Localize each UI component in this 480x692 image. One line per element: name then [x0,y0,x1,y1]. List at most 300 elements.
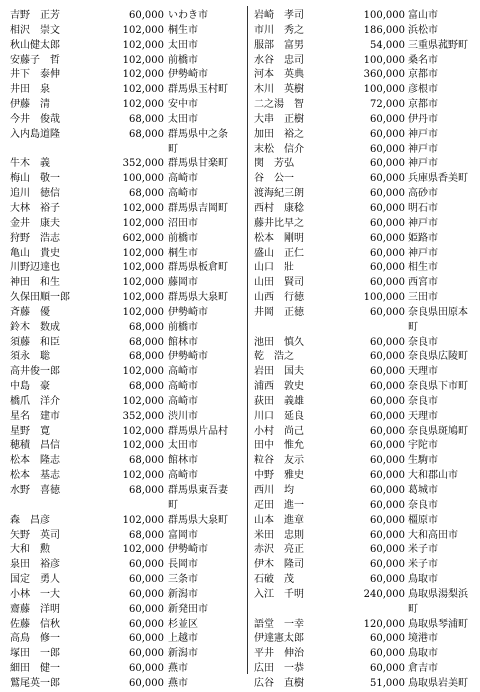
amount-value: 60,000 [370,425,405,437]
table-row [254,529,476,544]
place-name: いわき市 [168,10,208,21]
table-row [10,157,244,172]
amount-value: 60,000 [370,158,405,170]
table-row [254,380,476,395]
table-row [10,217,244,232]
place-name: 群馬県板倉町 [168,262,228,274]
place-name: 高崎市 [168,395,198,407]
table-row [10,187,244,202]
table-row [254,128,476,143]
amount-value: 100,000 [363,10,405,21]
amount-value: 68,000 [129,128,164,140]
place-name: 神戸市 [408,247,438,259]
amount-value: 102,000 [122,247,164,259]
table-row [10,247,244,262]
person-name: 今井 俊哉 [10,113,60,125]
amount-value: 68,000 [129,188,164,200]
amount-value: 60,000 [370,143,405,155]
place-name: 群馬県大泉町 [168,292,228,304]
place-name: 群馬県吉岡町 [168,202,228,214]
place-name: 前橋市 [168,54,198,66]
amount-value: 60,000 [370,173,405,185]
table-row [10,677,244,692]
table-row [254,603,476,618]
place-name: 新潟市 [168,588,198,600]
table-row [254,662,476,677]
person-name: 池田 慎久 [254,336,304,348]
person-name: 細田 健一 [10,663,60,675]
place-name: 町 [168,143,178,155]
place-name: 伊丹市 [408,113,438,125]
table-row [10,410,244,425]
person-name: 鷲尾英一郎 [10,677,60,689]
place-name: 藤岡市 [168,277,198,289]
person-name: 疋田 進一 [254,499,304,511]
table-row [10,232,244,247]
table-row [254,632,476,647]
amount-value: 60,000 [370,306,405,318]
table-row [254,484,476,499]
person-name: 語堂 一幸 [254,618,304,630]
amount-value: 60,000 [370,188,405,200]
place-name: 三田市 [408,292,438,304]
amount-value: 60,000 [370,395,405,407]
person-name: 関 芳弘 [254,158,294,170]
table-row [254,365,476,380]
place-name: 長岡市 [168,559,198,571]
place-name: 群馬県甘楽町 [168,158,228,170]
person-name: 須藤 和臣 [10,336,60,348]
place-name: 奈良県斑鳩町 [408,425,468,437]
place-name: 上越市 [168,633,198,645]
amount-value: 102,000 [122,425,164,437]
person-name: 矢野 英司 [10,529,60,541]
place-name: 京都市 [408,69,438,81]
place-name: 桑名市 [408,54,438,66]
person-name: 狩野 浩志 [10,232,60,244]
place-name: 浜松市 [408,24,438,36]
amount-value: 60,000 [370,381,405,393]
table-row [10,143,244,158]
amount-value: 102,000 [122,366,164,378]
table-row [254,306,476,321]
place-name: 群馬県大泉町 [168,514,228,526]
table-row [254,113,476,128]
person-name: 斉藤 優 [10,306,50,318]
place-name: 鳥取県岩美町 [408,677,468,689]
place-name: 境港市 [408,633,438,645]
table-row [10,573,244,588]
amount-value: 352,000 [122,410,164,422]
table-row [254,350,476,365]
amount-value: 102,000 [122,395,164,407]
amount-value: 72,000 [370,99,405,111]
table-row [10,321,244,336]
column-divider [247,6,248,674]
place-name: 高崎市 [168,470,198,482]
table-row [10,291,244,306]
person-name: 大串 正樹 [254,113,304,125]
amount-value: 60,000 [129,10,164,21]
amount-value: 68,000 [129,381,164,393]
place-name: 相生市 [408,262,438,274]
table-row [10,469,244,484]
person-name: 橋爪 洋介 [10,395,60,407]
place-name: 神戸市 [408,128,438,140]
table-row [254,439,476,454]
table-row [10,603,244,618]
person-name: 久保田順一郎 [10,292,70,304]
amount-value: 60,000 [370,633,405,645]
place-name: 宇陀市 [408,440,438,452]
amount-value: 60,000 [370,366,405,378]
amount-value: 60,000 [370,247,405,259]
person-name: 安藤子 哲 [10,54,60,66]
table-row [10,306,244,321]
table-row [254,68,476,83]
table-row [10,618,244,633]
person-name: 森 昌彦 [10,514,50,526]
table-row [10,647,244,662]
amount-value: 102,000 [122,277,164,289]
person-name: 梅山 敬一 [10,173,60,185]
place-name: 姫路市 [408,232,438,244]
person-name: 水野 喜徳 [10,485,60,496]
person-name: 岩崎 孝司 [254,10,304,21]
amount-value: 102,000 [122,69,164,81]
place-name: 奈良県田原本 [408,306,468,318]
table-row [254,618,476,633]
place-name: 倉吉市 [408,663,438,675]
amount-value: 102,000 [122,292,164,304]
amount-value: 60,000 [129,574,164,586]
amount-value: 102,000 [122,470,164,482]
place-name: 群馬県中之条 [168,128,228,140]
place-name: 伊勢崎市 [168,544,208,556]
amount-value: 60,000 [129,648,164,660]
person-name: 高鳥 修一 [10,633,60,645]
amount-value: 100,000 [363,54,405,66]
place-name: 伊勢崎市 [168,306,208,318]
table-row [10,39,244,54]
place-name: 大和高田市 [408,529,458,541]
amount-value: 102,000 [122,39,164,51]
place-name: 富山市 [408,10,438,21]
table-row [10,276,244,291]
table-row [10,632,244,647]
person-name: 井下 泰伸 [10,69,60,81]
table-row [254,425,476,440]
person-name: 入江 千明 [254,588,304,600]
amount-value: 68,000 [129,321,164,333]
amount-value: 102,000 [122,544,164,556]
place-name: 前橋市 [168,232,198,244]
amount-value: 68,000 [129,529,164,541]
amount-value: 100,000 [363,292,405,304]
place-name: 町 [168,499,178,511]
person-name: 川口 延良 [254,410,304,422]
amount-value: 102,000 [122,54,164,66]
amount-value: 60,000 [129,633,164,645]
person-name: 川野辺達也 [10,262,60,274]
table-row [10,380,244,395]
person-name: 小林 一大 [10,588,60,600]
table-row [10,365,244,380]
amount-value: 60,000 [370,113,405,125]
table-row [254,157,476,172]
table-row [254,410,476,425]
person-name: 穂積 昌信 [10,440,60,452]
amount-value: 102,000 [122,514,164,526]
table-row [254,83,476,98]
place-name: 群馬県玉村町 [168,84,228,96]
table-row [10,425,244,440]
table-row [10,499,244,514]
table-row [10,113,244,128]
table-row [10,350,244,365]
amount-value: 352,000 [122,158,164,170]
table-row [254,98,476,113]
amount-value: 60,000 [129,588,164,600]
person-name: 吉野 正芳 [10,10,60,21]
place-name: 富岡市 [168,529,198,541]
place-name: 彦根市 [408,84,438,96]
person-name: 盛山 正仁 [254,247,304,259]
person-name: 粒谷 友示 [254,455,304,467]
left-column [10,9,244,692]
place-name: 館林市 [168,455,198,467]
amount-value: 60,000 [370,440,405,452]
amount-value: 60,000 [129,559,164,571]
table-row [254,39,476,54]
table-row [254,172,476,187]
amount-value: 60,000 [370,514,405,526]
place-name: 燕市 [168,663,188,675]
place-name: 生駒市 [408,455,438,467]
table-row [10,172,244,187]
table-row [254,454,476,469]
table-row [254,677,476,692]
amount-value: 360,000 [363,69,405,81]
table-row [254,647,476,662]
person-name: 井岡 正徳 [254,306,304,318]
amount-value: 240,000 [363,588,405,600]
person-name: 木川 英樹 [254,84,304,96]
amount-value: 60,000 [370,470,405,482]
amount-value: 68,000 [129,351,164,363]
amount-value: 602,000 [122,232,164,244]
amount-value: 60,000 [370,529,405,541]
person-name: 秋山健太郎 [10,39,60,51]
table-row [10,261,244,276]
table-row [10,98,244,113]
table-row [254,469,476,484]
place-name: 安中市 [168,99,198,111]
place-name: 鳥取県琴浦町 [408,618,468,630]
place-name: 群馬県片品村 [168,425,228,437]
table-row [10,128,244,143]
place-name: 橿原市 [408,514,438,526]
person-name: 伊木 隆司 [254,559,304,571]
table-row [254,261,476,276]
table-row [10,484,244,499]
amount-value: 60,000 [129,618,164,630]
place-name: 神戸市 [408,143,438,155]
amount-value: 60,000 [370,663,405,675]
table-row [10,83,244,98]
person-name: 小村 尚己 [254,425,304,437]
place-name: 新潟市 [168,648,198,660]
person-name: 岩田 国夫 [254,366,304,378]
person-name: 服部 富男 [254,39,304,51]
person-name: 赤沢 亮正 [254,544,304,556]
amount-value: 68,000 [129,485,164,496]
table-row [10,439,244,454]
table-row [10,662,244,677]
place-name: 西宮市 [408,277,438,289]
place-name: 三重県菰野町 [408,39,468,51]
place-name: 兵庫県香美町 [408,173,468,185]
person-name: 広田 一恭 [254,663,304,675]
amount-value: 102,000 [122,99,164,111]
place-name: 新発田市 [168,603,208,615]
amount-value: 60,000 [370,128,405,140]
table-row [254,588,476,603]
person-name: 渡海紀三朗 [254,188,304,200]
person-name: 田中 惟允 [254,440,304,452]
person-name: 井田 泉 [10,84,50,96]
amount-value: 60,000 [129,603,164,615]
person-name: 伊藤 清 [10,99,50,111]
amount-value: 60,000 [129,663,164,675]
person-name: 山西 行徳 [254,292,304,304]
table-row [10,543,244,558]
table-row [254,247,476,262]
person-name: 須永 聡 [10,351,50,363]
amount-value: 60,000 [370,485,405,496]
place-name: 高崎市 [168,173,198,185]
amount-value: 60,000 [370,351,405,363]
place-name: 天理市 [408,366,438,378]
amount-value: 60,000 [370,336,405,348]
table-row [254,514,476,529]
place-name: 渋川市 [168,410,198,422]
amount-value: 60,000 [129,677,164,689]
place-name: 沼田市 [168,217,198,229]
person-name: 松本 隆志 [10,455,60,467]
place-name: 太田市 [168,440,198,452]
table-row [254,24,476,39]
place-name: 伊勢崎市 [168,351,208,363]
person-name: 金井 康夫 [10,217,60,229]
person-name: 中野 雅史 [254,470,304,482]
person-name: 松本 剛明 [254,232,304,244]
amount-value: 102,000 [122,202,164,214]
place-name: 奈良市 [408,395,438,407]
table-row [10,395,244,410]
person-name: 山田 賢司 [254,277,304,289]
table-row [254,395,476,410]
table-row [254,321,476,336]
table-row [10,588,244,603]
right-column [254,9,476,692]
amount-value: 60,000 [370,559,405,571]
amount-value: 60,000 [370,262,405,274]
place-name: 前橋市 [168,321,198,333]
place-name: 明石市 [408,202,438,214]
person-name: 河本 英典 [254,69,304,81]
person-name: 石破 茂 [254,574,294,586]
person-name: 加田 裕之 [254,128,304,140]
table-row [254,202,476,217]
place-name: 神戸市 [408,217,438,229]
table-row [10,558,244,573]
table-row [254,543,476,558]
place-name: 町 [408,321,418,333]
place-name: 群馬県東吾妻 [168,485,228,496]
place-name: 高崎市 [168,366,198,378]
place-name: 奈良市 [408,499,438,511]
table-row [254,187,476,202]
person-name: 広谷 直樹 [254,677,304,689]
amount-value: 68,000 [129,113,164,125]
place-name: 町 [408,603,418,615]
person-name: 相沢 崇文 [10,24,60,36]
amount-value: 60,000 [370,648,405,660]
table-row [254,217,476,232]
person-name: 亀山 貴史 [10,247,60,259]
amount-value: 68,000 [129,455,164,467]
place-name: 米子市 [408,544,438,556]
person-name: 平井 伸治 [254,648,304,660]
table-row [254,54,476,69]
table-row [10,24,244,39]
place-name: 鳥取県湯梨浜 [408,588,468,600]
person-name: 星野 寛 [10,425,50,437]
person-name: 山本 進章 [254,514,304,526]
person-name: 塚田 一郎 [10,648,60,660]
person-name: 入内島道隆 [10,128,60,140]
amount-value: 100,000 [122,173,164,185]
amount-value: 102,000 [122,262,164,274]
amount-value: 120,000 [363,618,405,630]
person-name: 中島 豪 [10,381,50,393]
place-name: 太田市 [168,39,198,51]
place-name: 三条市 [168,574,198,586]
amount-value: 60,000 [370,410,405,422]
place-name: 大和郡山市 [408,470,458,482]
person-name: 藤井比早之 [254,217,304,229]
place-name: 太田市 [168,113,198,125]
amount-value: 102,000 [122,24,164,36]
table-row [10,54,244,69]
person-name: 水谷 忠司 [254,54,304,66]
table-row [10,514,244,529]
person-name: 高井俊一郎 [10,366,60,378]
table-row [254,276,476,291]
amount-value: 60,000 [370,574,405,586]
place-name: 京都市 [408,99,438,111]
place-name: 鳥取市 [408,648,438,660]
person-name: 荻田 義雄 [254,395,304,407]
person-name: 谷 公一 [254,173,294,185]
amount-value: 60,000 [370,202,405,214]
person-name: 浦西 敦史 [254,381,304,393]
place-name: 高砂市 [408,188,438,200]
amount-value: 186,000 [363,24,405,36]
place-name: 伊勢崎市 [168,69,208,81]
amount-value: 100,000 [363,84,405,96]
